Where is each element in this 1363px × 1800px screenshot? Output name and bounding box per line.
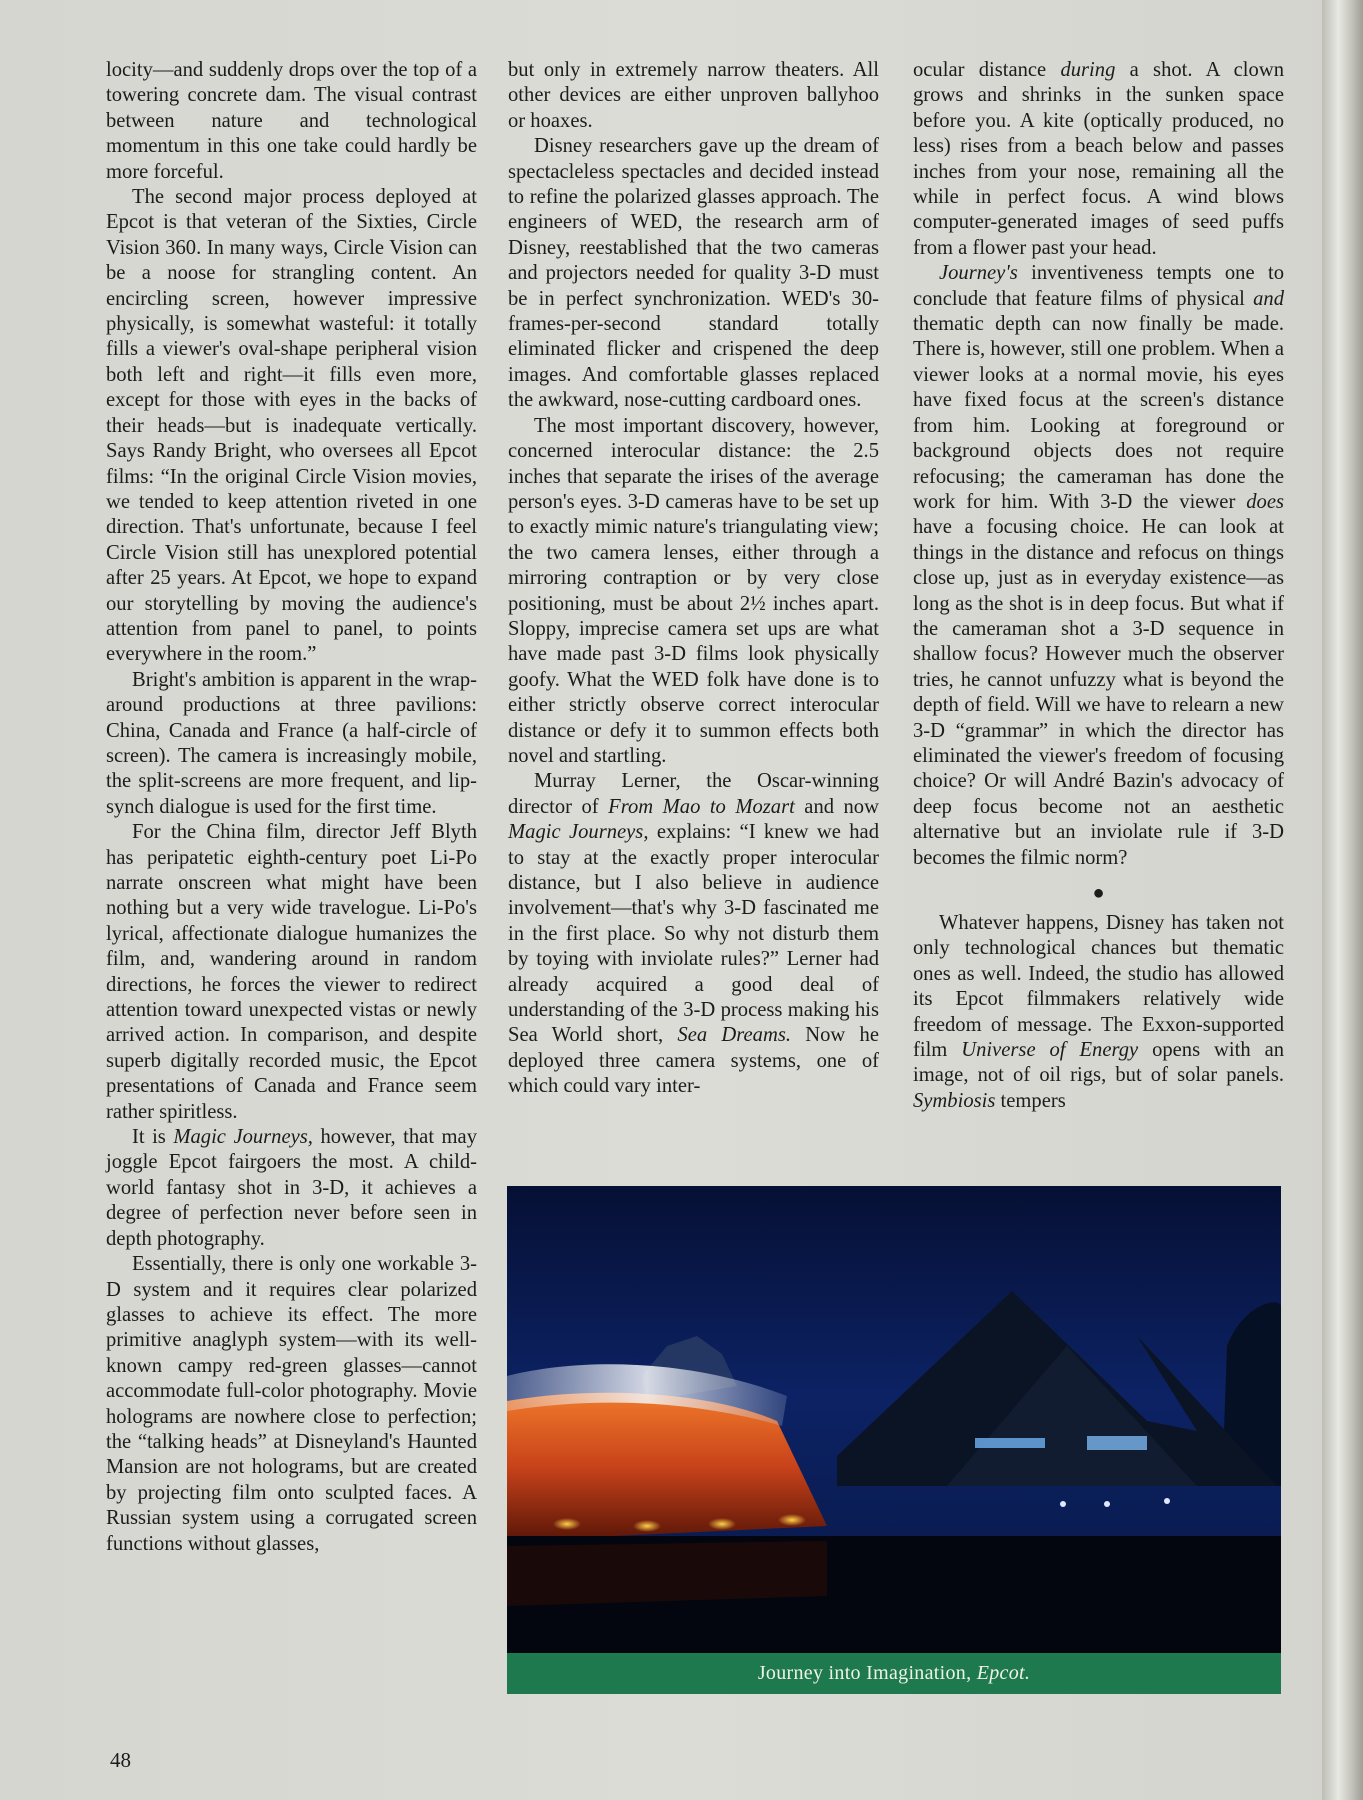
page-number: 48	[110, 1748, 131, 1772]
text-column-2	[508, 58, 879, 1100]
paragraph: For the China film, director Jeff Blyth has peripatetic eighth-century poet Li-Po narrate onscreen what might have been nothing but a very wide travelogue. Li-Po's lyrical, affectionate dialogue humanizes the film, and, wandering around in random directions, he forces the viewer to redirect attention toward unexpected vistas or newly arrived action. In comparison, and despite superb digitally recorded music, the Epcot presentations of Canada and France seem rather spiritless.	[106, 821, 477, 1123]
book-spine-edge	[1322, 0, 1363, 1800]
paragraph: Whatever happens, Disney has taken not only technological chances but thematic ones as well. Indeed, the studio has allowed its Epcot filmmakers relatively wide freedom of message. The Exxon-supported film Universe of Energy opens with an image, not of oil rigs, but of solar panels. Symbiosis tempers	[913, 912, 1285, 1112]
paragraph: Disney researchers gave up the dream of spectacleless spectacles and decided instead to refine the polarized glasses approach. The engineers of WED, the research arm of Disney, reestablished that the two cameras and projectors needed for quality 3-D must be in perfect synchronization. WED's 30-frames-per-second standard totally eliminated flicker and crispened the deep images. And comfortable glasses replaced the awkward, nose-cutting cardboard ones.	[508, 135, 879, 412]
walkway-light	[1164, 1498, 1170, 1504]
night-scene-illustration	[507, 1186, 1281, 1653]
paragraph: The second major process deployed at Epcot is that veteran of the Sixties, Circle Vision 360. In many ways, Circle Vision can be a noose for strangling content. An encircling screen, however impressive physically, is somewhat wasteful: it totally fills a viewer's oval-shape peripheral vision both left and right—it fills even more, except for those with eyes in the backs of their heads—but is inadequate vertically. Says Randy Bright, who oversees all Epcot films: “In the original Circle Vision movies, we tended to keep attention riveted in one direction. That's unfortunate, because I feel Circle Vision still has unexplored potential after 25 years. At Epcot, we hope to expand our storytelling by moving the audience's attention from panel to panel, to points everywhere in the room.”	[106, 186, 477, 666]
paragraph: but only in extremely narrow theaters. All other devices are either unproven ballyhoo or hoaxes.	[508, 59, 879, 132]
fountain-light	[708, 1518, 736, 1530]
text-column-1	[106, 58, 477, 1557]
paragraph: The most important discovery, however, concerned interocular distance: the 2.5 inches that separate the irises of the average person's eyes. 3-D cameras have to be set up to exactly mimic nature's triangulating view; the two camera lenses, either through a mirroring contraption or by very close positioning, must be about 2½ inches apart. Sloppy, imprecise camera set ups are what have made past 3-D films look physically goofy. What the WED folk have done is to either strictly observe correct interocular distance or defy it to summon effects both novel and startling.	[508, 414, 879, 767]
section-divider: ●	[1092, 882, 1105, 904]
paragraph: Murray Lerner, the Oscar-winning director of From Mao to Mozart and now Magic Journeys, explains: “I knew we had to stay at the exactly proper interocular distance, but I also believe in audience involvement—that's why 3-D fascinated me in the first place. So why not disturb them by toying with inviolate rules?” Lerner had already acquired a good deal of understanding of the 3-D process making his Sea World short, Sea Dreams. Now he deployed three camera systems, one of which could vary inter-	[508, 770, 879, 1098]
paragraph: Journey's inventiveness tempts one to conclude that feature films of physical and thematic depth can now finally be made. There is, however, still one problem. When a viewer looks at a normal movie, his eyes have fixed focus at the screen's distance from him. Looking at foreground or background objects does not require refocusing; the cameraman has done the work for him. With 3-D the viewer does have a focusing choice. He can look at things in the distance and refocus on things close up, just as in everyday existence—as long as the shot is in deep focus. But what if the cameraman shot a 3-D sequence in shallow focus? However much the observer tries, he cannot unfuzzy what is beyond the depth of field. Will we have to relearn a new 3-D “grammar” in which the director has eliminated the viewer's freedom of focusing choice? Or will André Bazin's advocacy of deep focus become not an aesthetic alternative but an inviolate rule if 3-D becomes the filmic norm?	[913, 262, 1284, 869]
walkway-light	[1060, 1501, 1066, 1507]
photo-caption: Journey into Imagination, Epcot.	[507, 1653, 1281, 1694]
paragraph: It is Magic Journeys, however, that may joggle Epcot fairgoers the most. A child-world fantasy shot in 3-D, it achieves a degree of perfection never before seen in depth photography.	[106, 1126, 477, 1250]
fountain-light	[633, 1520, 661, 1532]
paragraph: ocular distance during a shot. A clown grows and shrinks in the sunken space before you. A kite (optically produced, no less) rises from a beach below and passes inches from your nose, remaining all the while in perfect focus. A wind blows computer-generated images of seed puffs from a flower past your head.	[913, 59, 1284, 259]
building-light-strip	[1087, 1436, 1147, 1450]
paragraph: Essentially, there is only one workable 3-D system and it requires clear polarized glasses to achieve its effect. The more primitive anaglyph system—with its well-known campy red-green glasses—cannot accommodate full-color photography. Movie holograms are nowhere close to perfection; the “talking heads” at Disneyland's Haunted Mansion are not holograms, but are created by projecting film onto sculpted faces. A Russian system using a corrugated screen functions without glasses,	[106, 1253, 477, 1555]
photograph-journey-into-imagination	[507, 1186, 1281, 1694]
walkway-light	[1104, 1501, 1110, 1507]
paragraph: Bright's ambition is apparent in the wrap-around productions at three pavilions: China, Canada and France (a half-circle of screen). The camera is increasingly mobile, the split-screens are more frequent, and lip-synch dialogue is used for the first time.	[106, 668, 477, 818]
fountain-light	[553, 1518, 581, 1530]
text-column-3	[913, 58, 1284, 1114]
paragraph: locity—and suddenly drops over the top of a towering concrete dam. The visual contrast between nature and technological momentum in this one take could hardly be more forceful.	[106, 59, 477, 183]
fountain-reflection	[507, 1541, 827, 1606]
building-light-strip	[975, 1438, 1045, 1448]
fountain-light	[778, 1514, 806, 1526]
